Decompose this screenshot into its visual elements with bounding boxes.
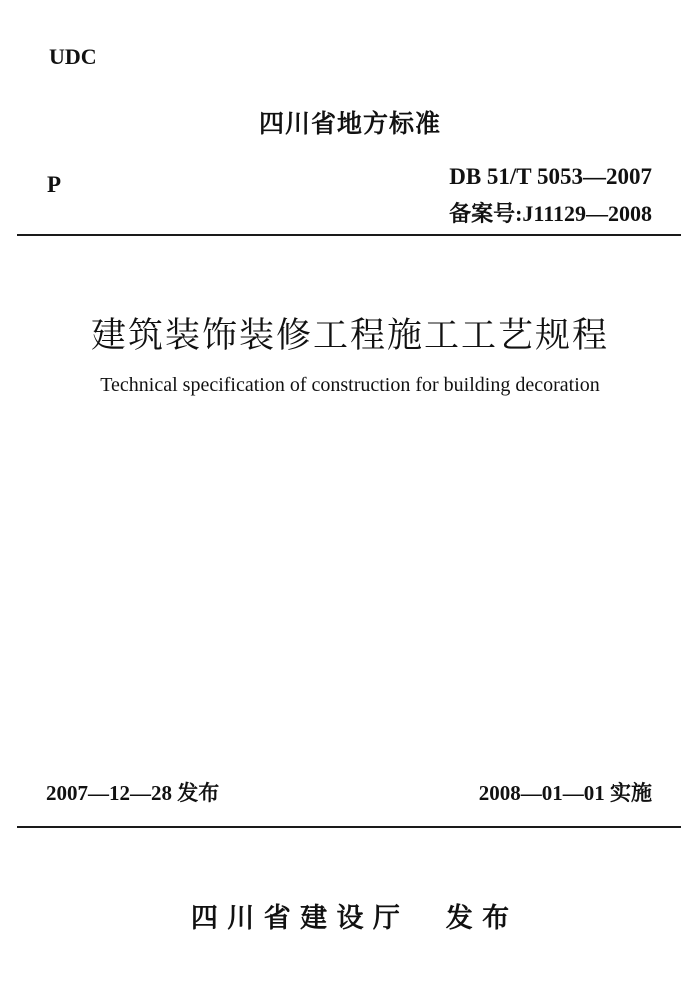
bottom-divider (17, 826, 681, 828)
document-title-english: Technical specification of construction for building decoration (100, 374, 600, 396)
issuing-authority: 四 川 省 建 设 厅 发 布 (190, 903, 510, 934)
issue-date: 2007—12—28 发布 (46, 781, 220, 805)
top-divider (17, 234, 681, 236)
udc-label: UDC (49, 44, 97, 69)
document-title-chinese: 建筑装饰装修工程施工工艺规程 (90, 316, 609, 356)
filing-number: 备案号:J11129—2008 (449, 201, 652, 226)
effective-date: 2008—01—01 实施 (478, 781, 652, 805)
standard-type-heading: 四川省地方标准 (258, 109, 441, 138)
category-letter: P (47, 172, 62, 197)
standard-number: DB 51/T 5053—2007 (449, 164, 652, 189)
